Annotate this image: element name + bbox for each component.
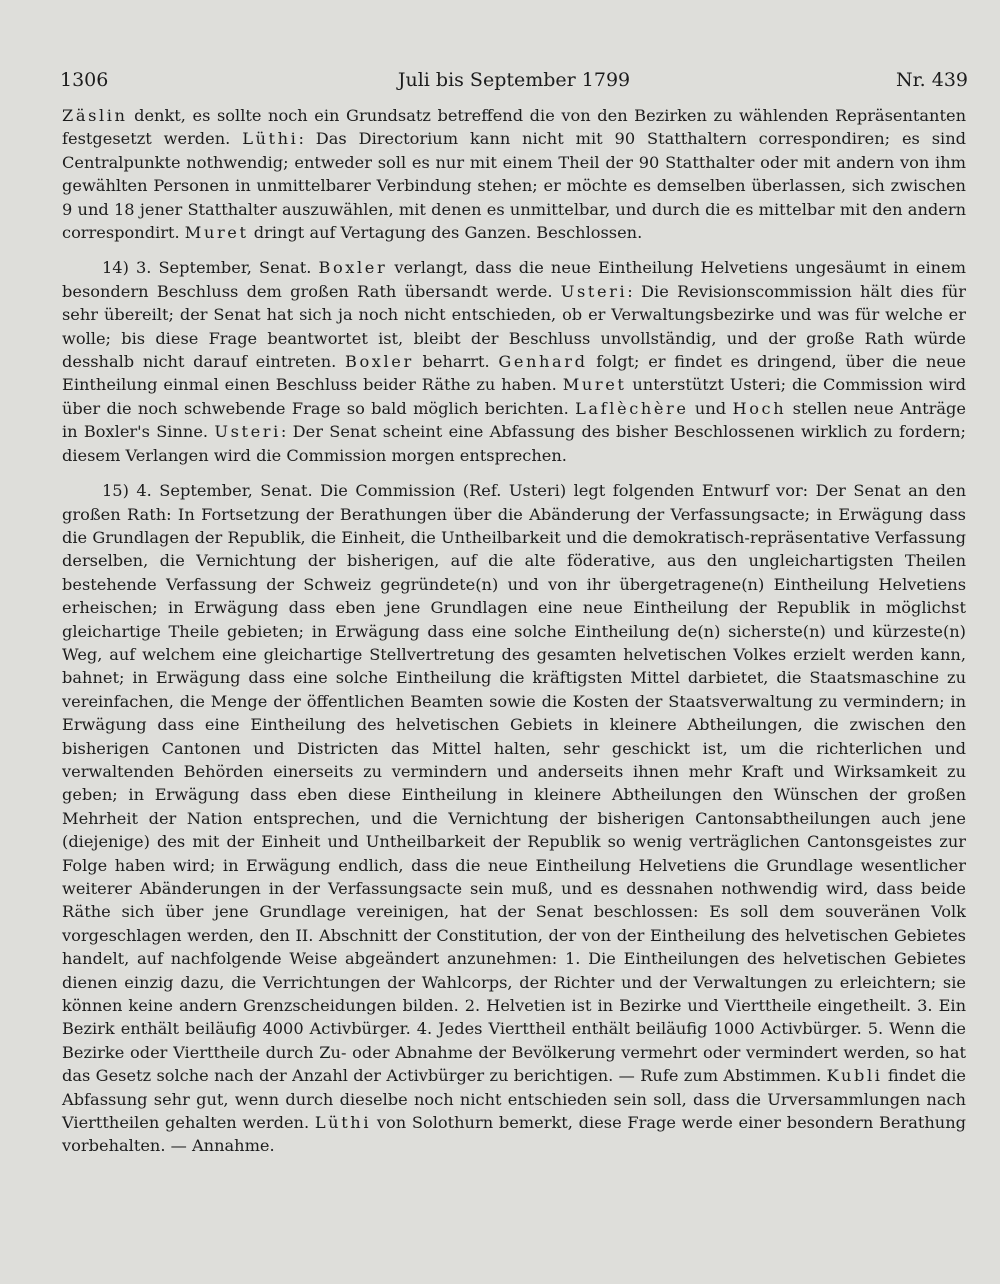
body-text bbox=[62, 104, 966, 1170]
speaker-name: Muret bbox=[184, 223, 249, 243]
text-segment: und bbox=[688, 398, 733, 418]
text-segment: : Der Senat scheint eine Abfassung des bisher Beschlossenen wirklich zu fordern; diesem Verlangen wird die Commission morgen entsprechen. bbox=[62, 422, 967, 465]
text-segment: von Solothurn bemerkt, diese Frage werde einer besondern Berathung vorbehalten. — Annahme. bbox=[62, 1113, 966, 1156]
paragraph-3 bbox=[62, 479, 966, 1158]
speaker-name: Lüthi bbox=[314, 1113, 372, 1133]
running-head bbox=[60, 66, 968, 94]
text-segment: findet die Abfassung sehr gut, wenn durch dieselbe noch nicht entschieden sein soll, dass die Urversammlungen nach Vierttheilen gehalten werden. bbox=[62, 1066, 966, 1133]
text-segment: dringt auf Vertagung des Ganzen. Beschlossen. bbox=[248, 223, 643, 243]
speaker-name: Muret bbox=[562, 375, 627, 395]
text-segment: : Die Revisionscommission hält dies für sehr übereilt; der Senat hat sich ja noch nicht entschieden, ob er Verwaltungsbezirke und was für welche er wolle; bis diese Frage beantwortet ist, bleibt der Beschluss unvollständig, und der große Rath würde desshalb nicht darauf eintreten. bbox=[62, 281, 966, 372]
speaker-name: Hoch bbox=[732, 398, 787, 418]
speaker-name: Lüthi bbox=[242, 129, 299, 149]
text-segment: folgt; er findet es dringend, über die neue Eintheilung einmal einen Beschluss beider Räthe zu haben. bbox=[62, 352, 966, 395]
document-number: Nr. 439 bbox=[896, 69, 968, 91]
text-segment: 14) 3. September, Senat. bbox=[102, 258, 319, 278]
speaker-name: Zäslin bbox=[62, 106, 128, 125]
text-segment: unterstützt Usteri; die Commission wird über die noch schwebende Frage so bald möglich berichten. bbox=[62, 375, 966, 418]
text-segment: 15) 4. September, Senat. Die Commission (Ref. Usteri) legt folgenden Entwurf vor: Der Senat an den großen Rath: In Fortsetzung der Berathungen über die Abänderung der Verfassungsacte; in Erwägung dass die Grundlagen der Republik, die Einheit, die Untheilbarkeit und die demokratisch-repräsentative Verfassung derselben, die Vernichtung der bisherigen, auf die alte föderative, aus den ungleichartigsten Theilen bestehende Verfassung der Schweiz gegründete(n) und von ihr übergetragene(n) Eintheilung Helvetiens erheischen; in Erwägung dass eben jene Grundlagen eine neue Eintheilung der Republik in möglichst gleichartige Theile gebieten; in Erwägung dass eine solche Eintheilung de(n) sicherste(n) und kürzeste(n) Weg, auf welchem eine gleichartige Stellvertretung des gesamten helvetischen Volkes erzielt werden kann, bahnet; in Erwägung dass eine solche Eintheilung die kräftigsten Mittel darbietet, die Staatsmaschine zu vereinfachen, die Menge der öffentlichen Beamten sowie die Kosten der Staatsverwaltung zu vermindern; in Erwägung dass eine Eintheilung des helvetischen Gebiets in kleinere Abtheilungen, die zwischen den bisherigen Cantonen und Districten das Mittel halten, sehr geschickt ist, um die richterlichen und verwaltenden Behörden einerseits zu vermindern und anderseits ihnen mehr Kraft und Wirksamkeit zu geben; in Erwägung dass eben diese Eintheilung in kleinere Abtheilungen den Wünschen der großen Mehrheit der Nation entsprechen, und die Vernichtung der bisherigen Cantonsabtheilungen auch jene (diejenige) des mit der Einheit und Untheilbarkeit der Republik so wenig verträglichen Cantonsgeistes zur Folge haben wird; in Erwägung endlich, dass die neue Eintheilung Helvetiens die Grundlage wesentlicher weiterer Abänderungen in der Verfassungsacte sein muß, und es dessnahen nothwendig wird, dass beide Räthe sich über jene Grundlage vereinigen, hat der Senat beschlossen: Es soll dem souveränen Volk vorgeschlagen werden, den II. Abschnitt der Constitution, der von der Eintheilung des helvetischen Gebietes handelt, auf nachfolgende Weise abgeändert anzunehmen: 1. Die Eintheilungen des helvetischen Gebietes dienen einzig dazu, die Verrichtungen der Wahlcorps, der Richter und der Verwaltungen zu erleichtern; sie können keine andern Grenzscheidungen bilden. 2. Helvetien ist in Bezirke und Vierttheile eingetheilt. 3. Ein Bezirk enthält beiläufig 4000 Activbürger. 4. Jedes Vierttheil enthält beiläufig 1000 Activbürger. 5. Wenn die Bezirke oder Vierttheile durch Zu- oder Abnahme der Bevölkerung vermehrt oder vermindert werden, so hat das Gesetz solche nach der Anzahl der Activbürger zu berichtigen. — Rufe zum Abstimmen. bbox=[62, 481, 966, 1086]
text-segment: denkt, es sollte noch ein Grundsatz betreffend die von den Bezirken zu wählenden Repräsentanten festgesetzt werden. bbox=[62, 106, 966, 149]
text-segment: verlangt, dass die neue Eintheilung Helvetiens ungesäumt in einem besondern Beschluss dem großen Rath übersandt werde. bbox=[62, 258, 966, 301]
speaker-name: Boxler bbox=[344, 352, 414, 372]
speaker-name: Usteri bbox=[560, 281, 628, 301]
speaker-name: Kubli bbox=[826, 1066, 883, 1086]
paragraph-2 bbox=[62, 256, 966, 467]
speaker-name: Usteri bbox=[214, 422, 281, 442]
text-segment: stellen neue Anträge in Boxler's Sinne. bbox=[62, 398, 966, 442]
page-number: 1306 bbox=[60, 69, 109, 91]
speaker-name: Genhard bbox=[498, 352, 588, 372]
running-title: Juli bis September 1799 bbox=[397, 69, 631, 91]
text-segment: : Das Directorium kann nicht mit 90 Statthaltern correspondiren; es sind Centralpunkte nothwendig; entweder soll es nur mit einem Theil der 90 Statthalter oder mit andern von ihm gewählten Personen in unmittelbarer Verbindung stehen; er möchte es demselben überlassen, sich zwischen 9 und 18 jener Statthalter auszuwählen, mit denen es unmittelbar, und durch die es mittelbar mit den andern correspondirt. bbox=[62, 129, 966, 243]
speaker-name: Boxler bbox=[318, 258, 388, 278]
paragraph-1 bbox=[62, 104, 966, 244]
speaker-name: Laflèchère bbox=[575, 398, 689, 418]
text-segment: beharrt. bbox=[413, 352, 499, 372]
